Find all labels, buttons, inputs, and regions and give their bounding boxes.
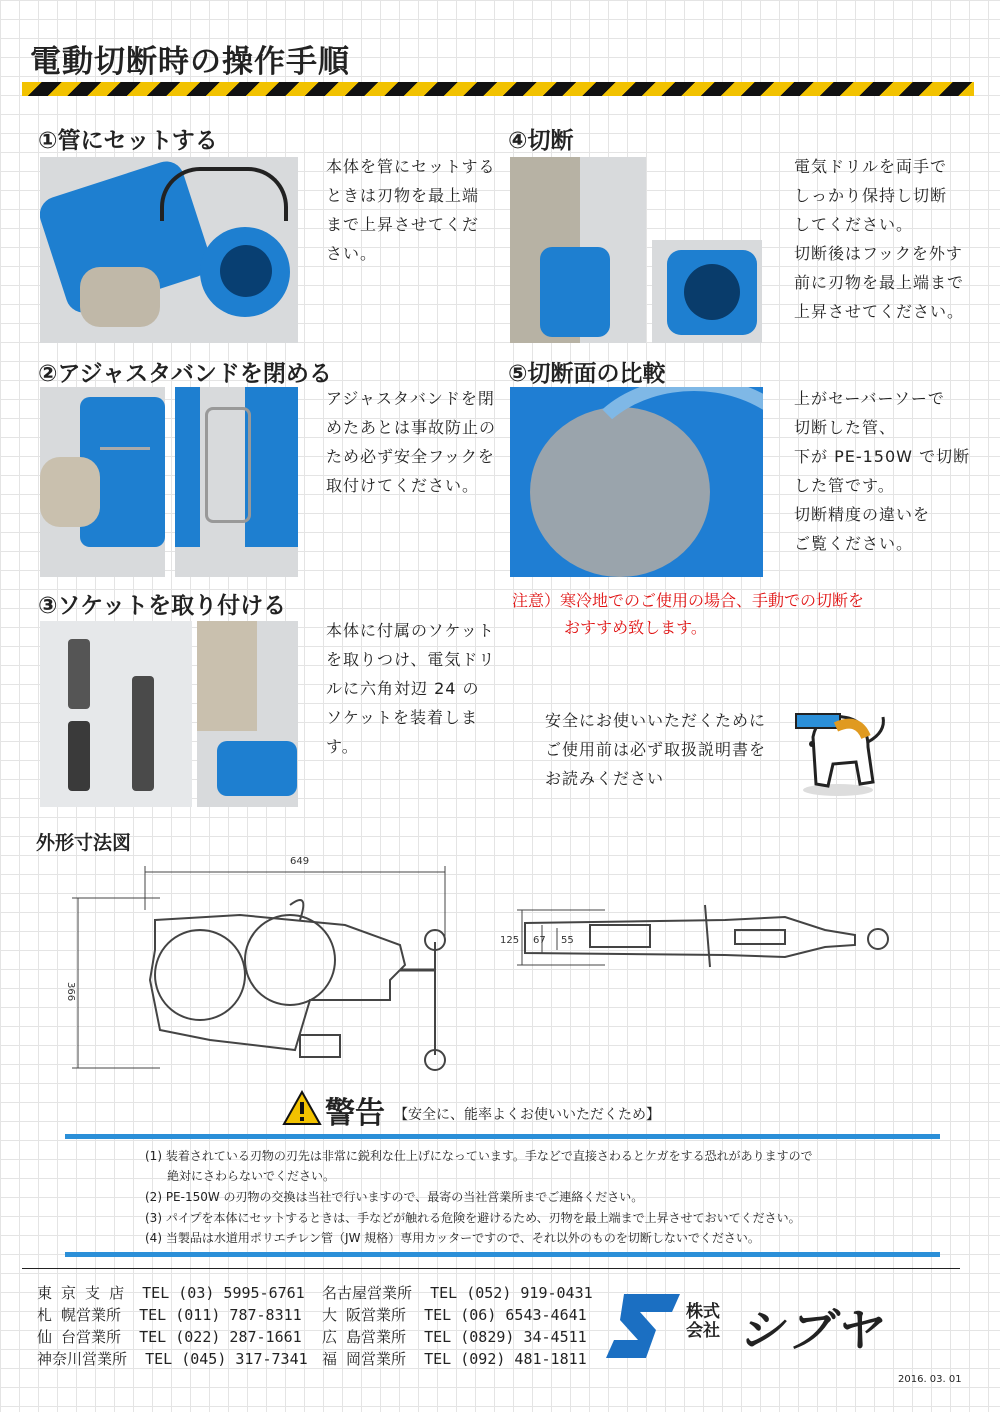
company-logo-icon xyxy=(604,1290,682,1362)
warning-rule-top xyxy=(65,1134,940,1139)
dim-55-label: 55 xyxy=(561,935,574,946)
step-4-photo-pipe xyxy=(652,240,762,343)
warning-title: 警告 xyxy=(325,1096,385,1131)
warning-item-4: (4) 当製品は水道用ポリエチレン管（JW 規格）専用カッターですので、それ以外のものを切断しないでください。 xyxy=(145,1231,760,1245)
contacts-left: 東 京 支 店 TEL (03) 5995-6761 札 幌営業所 TEL (011) 787-8311 仙 台営業所 TEL (022) 287-1661 神奈川営業所 TEL (045) 317-7341 xyxy=(37,1284,308,1368)
step-1-photo xyxy=(40,157,298,343)
warning-rule-bottom xyxy=(65,1252,940,1257)
contacts-right: 名古屋営業所 TEL (052) 919-0431 大 阪営業所 TEL (06) 6543-4641 広 島営業所 TEL (0829) 34-4511 福 岡営業所 TEL (092) 481-1811 xyxy=(322,1284,593,1368)
caution-line-2: おすすめ致します。 xyxy=(564,618,707,637)
step-2-heading: ②アジャスタバンドを閉める xyxy=(38,361,332,387)
dim-width-label: 649 xyxy=(290,856,310,867)
dim-height-label: 366 xyxy=(65,982,76,1002)
step-5-text: 上がセーバーソーで 切断した管、 下が PE-150W で切断 した管です。 切断精度の違いを ご覧ください。 xyxy=(794,389,971,553)
step-2-text: アジャスタバンドを閉 めたあとは事故防止の ため必ず安全フックを 取付けてください。 xyxy=(326,389,497,495)
dimension-heading: 外形寸法図 xyxy=(36,832,132,854)
side-view-diagram xyxy=(495,895,900,975)
warning-item-2: (2) PE-150W の刃物の交換は当社で行いますので、最寄の当社営業所までご連絡ください。 xyxy=(145,1190,644,1204)
mascot-dog-illustration xyxy=(788,692,898,802)
warning-item-1: (1) 装着されている刃物の刃先は非常に鋭利な仕上げになっています。手などで直接さわるとケガをする恐れがありますので xyxy=(145,1149,813,1163)
step-3-heading: ③ソケットを取り付ける xyxy=(38,593,287,619)
warning-item-3: (3) パイプを本体にセットするときは、手などが触れる危険を避けるため、刃物を最上端まで上昇させておいてください。 xyxy=(145,1211,801,1225)
step-4-heading: ④切断 xyxy=(508,128,574,154)
dim-67-label: 67 xyxy=(533,935,546,946)
company-type: 株式 会社 xyxy=(686,1302,720,1341)
step-2-photo-left xyxy=(40,387,165,577)
company-name: シブヤ xyxy=(738,1303,882,1357)
hazard-stripe xyxy=(22,82,974,96)
step-3-text: 本体に付属のソケット を取りつけ、電気ドリ ルに六角対辺 24 の ソケットを装着しま す。 xyxy=(326,621,496,756)
step-3-photo-socket xyxy=(40,621,192,807)
footer-divider xyxy=(22,1268,960,1269)
step-2-photo-right xyxy=(175,387,298,577)
step-5-heading: ⑤切断面の比較 xyxy=(508,361,666,387)
warning-triangle-icon xyxy=(282,1090,322,1126)
caution-line-1: 注意）寒冷地でのご使用の場合、手動での切断を xyxy=(512,591,865,610)
date-stamp: 2016. 03. 01 xyxy=(898,1374,962,1385)
step-5-photo xyxy=(510,387,763,577)
step-4-text: 電気ドリルを両手で しっかり保持し切断 してください。 切断後はフックを外す 前に刃物を最上端まで 上昇させてください。 xyxy=(794,157,965,321)
warning-subtitle: 【安全に、能率よくお使いいただくため】 xyxy=(394,1107,660,1123)
step-4-photo-operator xyxy=(510,157,646,343)
warning-item-1-cont: 絶対にさわらないでください。 xyxy=(167,1169,336,1183)
page-title: 電動切断時の操作手順 xyxy=(30,44,350,80)
step-1-text: 本体を管にセットする ときは刃物を最上端 まで上昇させてくだ さい。 xyxy=(326,157,496,263)
step-1-heading: ①管にセットする xyxy=(38,128,218,154)
step-3-photo-drill xyxy=(197,621,298,807)
safety-note: 安全にお使いいただくために ご使用前は必ず取扱説明書を お読みください xyxy=(545,711,767,788)
front-view-diagram xyxy=(60,850,480,1080)
dim-125-label: 125 xyxy=(500,935,520,946)
